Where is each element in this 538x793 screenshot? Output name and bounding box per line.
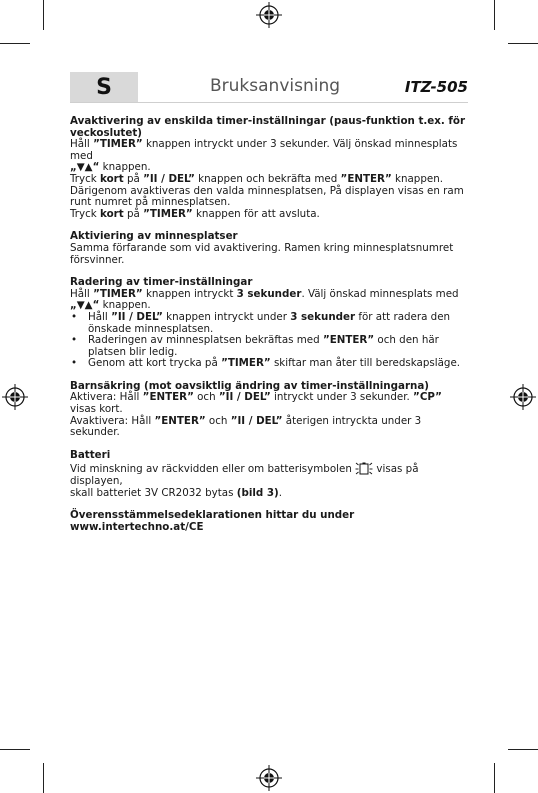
paragraph-line: Håll ”TIMER” knappen intryckt 3 sekunder. Välj önskad minnesplats med bbox=[70, 287, 459, 300]
paragraph-line: Tryck kort på ”II / DEL” knappen och bekräfta med ”ENTER” knappen. bbox=[70, 172, 444, 185]
section-heading: Avaktivering av enskilda timer-inställningar (paus-funktion t.ex. för veckoslutet) bbox=[70, 115, 466, 139]
section-heading: Radering av timer-inställningar bbox=[70, 276, 253, 289]
crop-mark bbox=[43, 763, 44, 793]
section-deactivate bbox=[70, 116, 470, 220]
paragraph-line: Avaktivera: Håll ”ENTER” och ”II / DEL” återigen intryckta under 3 sekunder. bbox=[70, 414, 422, 439]
bullet-item: • Genom att kort trycka på ”TIMER” skiftar man åter till beredskapsläge. bbox=[70, 358, 470, 370]
crop-mark bbox=[0, 749, 30, 750]
paragraph-line: Håll ”TIMER” knappen intryckt under 3 sekunder. Välj önskad minnesplats med bbox=[70, 138, 458, 162]
crop-mark bbox=[508, 43, 538, 44]
model-number: ITZ-505 bbox=[404, 78, 468, 96]
paragraph-line: Därigenom avaktiveras den valda minnesplatsen, På displayen visas en ram runt numret på minnesplatsen. bbox=[70, 184, 464, 209]
section-declaration bbox=[70, 510, 470, 533]
page-title: Bruksanvisning bbox=[210, 76, 341, 96]
manual-body bbox=[70, 116, 470, 544]
section-heading: Barnsäkring (mot oavsiktlig ändring av timer-inställningarna) bbox=[70, 379, 430, 392]
section-battery bbox=[70, 450, 470, 499]
registration-mark-icon bbox=[256, 2, 282, 28]
crop-mark bbox=[0, 43, 30, 44]
crop-mark bbox=[494, 763, 495, 793]
paragraph-line: Tryck kort på ”TIMER” knappen för att avsluta. bbox=[70, 207, 320, 220]
registration-mark-icon bbox=[256, 765, 282, 791]
section-activate bbox=[70, 231, 470, 266]
battery-warning-icon bbox=[355, 461, 373, 475]
crop-mark bbox=[494, 0, 495, 30]
page-header bbox=[70, 72, 468, 103]
paragraph-line: „▼▲“ knappen. bbox=[70, 299, 151, 312]
section-delete bbox=[70, 277, 470, 370]
section-childlock bbox=[70, 381, 470, 439]
bullet-item: • Håll ”II / DEL” knappen intryckt under 3 sekunder för att radera den önskade minnesplatsen. bbox=[70, 312, 470, 335]
crop-mark bbox=[508, 749, 538, 750]
paragraph-line: „▼▲“ knappen. bbox=[70, 161, 151, 174]
paragraph-line: skall batteriet 3V CR2032 bytas (bild 3). bbox=[70, 486, 283, 499]
bullet-item: • Raderingen av minnesplatsen bekräftas med ”ENTER” och den här platsen blir ledig. bbox=[70, 335, 470, 358]
registration-mark-icon bbox=[510, 384, 536, 410]
language-tab: S bbox=[70, 72, 138, 102]
crop-mark bbox=[43, 0, 44, 30]
paragraph-line: Vid minskning av räckvidden eller om batterisymbolen visas på displayen, bbox=[70, 463, 419, 488]
registration-mark-icon bbox=[2, 384, 28, 410]
paragraph-line: Aktivera: Håll ”ENTER” och ”II / DEL” intryckt under 3 sekunder. ”CP” visas kort. bbox=[70, 391, 442, 416]
section-heading: Aktiviering av minnesplatser bbox=[70, 230, 238, 243]
declaration-link-text: Överensstämmelsedeklarationen hittar du under www.intertechno.at/CE bbox=[70, 509, 355, 533]
section-heading: Batteri bbox=[70, 448, 111, 461]
paragraph-line: Samma förfarande som vid avaktivering. Ramen kring minnesplatsnumret försvinner. bbox=[70, 241, 454, 266]
